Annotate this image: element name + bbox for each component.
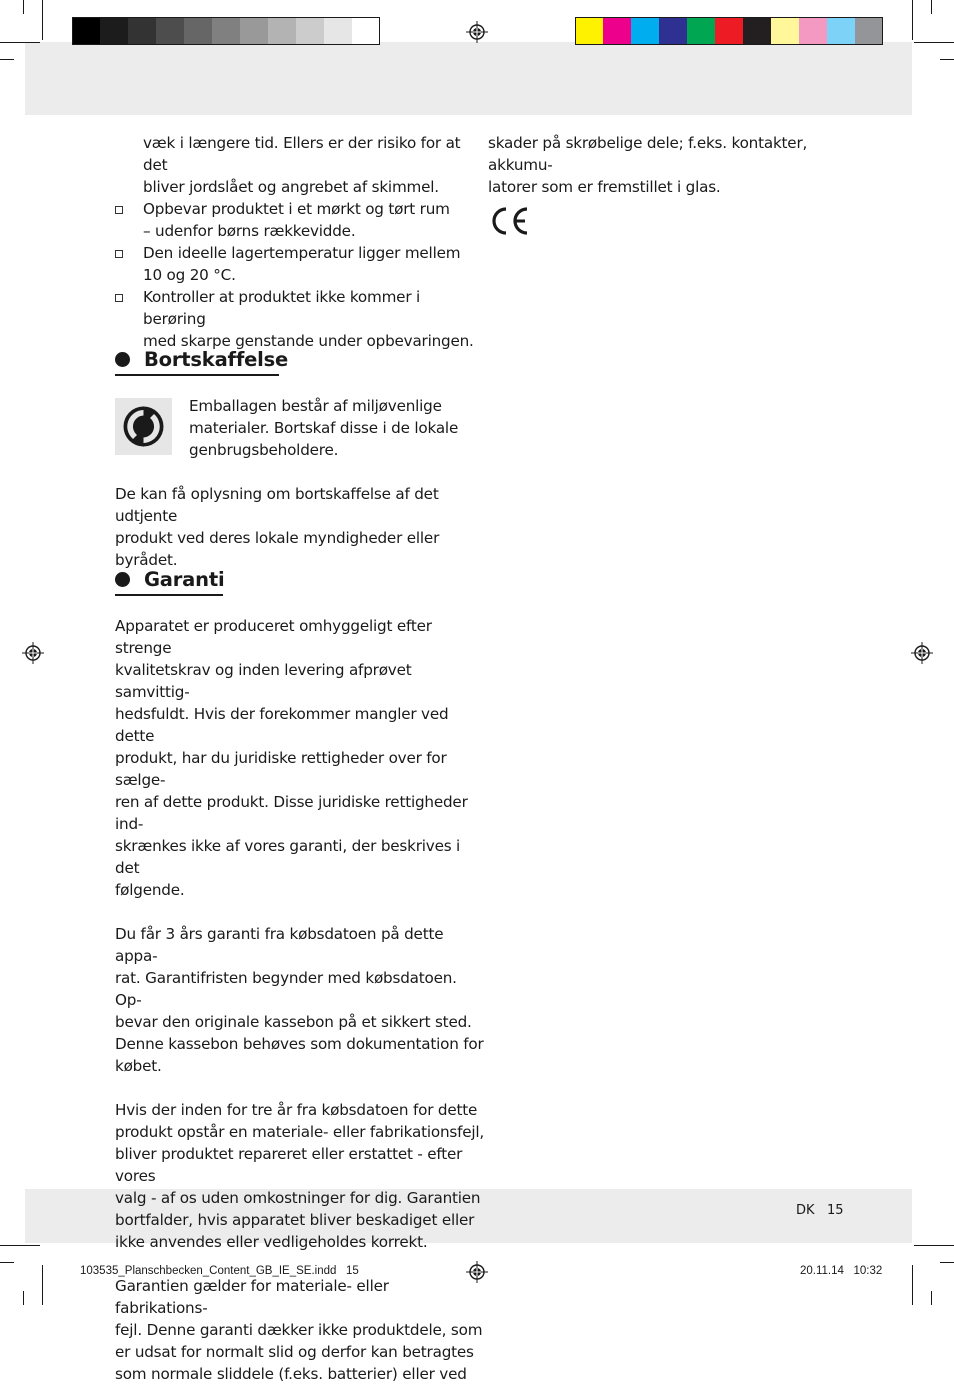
text-line: Garantien gælder for materiale- eller fabrikations-	[115, 1277, 389, 1317]
bullet-square-icon	[115, 294, 123, 302]
disposal-icon-text	[189, 395, 479, 461]
text-line: ren af dette produkt. Disse juridiske rettigheder ind-	[115, 793, 468, 833]
text-line: købet.	[115, 1057, 162, 1075]
text-line: væk i længere tid. Ellers er der risiko for at det	[143, 134, 461, 174]
registration-mark-icon	[911, 642, 933, 664]
disposal-paragraph	[115, 483, 485, 571]
text-line: produkt ved deres lokale myndigheder eller byrådet.	[115, 529, 440, 569]
text-line: som normale sliddele (f.eks. batterier) eller ved	[115, 1365, 467, 1383]
text-line: Denne kassebon behøves som dokumentation for	[115, 1035, 484, 1053]
heading-bullet-icon	[115, 572, 130, 587]
text-line: skrænkes ikke af vores garanti, der beskrives i det	[115, 837, 461, 877]
bullet-square-icon	[115, 250, 123, 258]
text-line: bliver jordslået og angrebet af skimmel.	[143, 178, 439, 196]
text-line: fejl. Denne garanti dækker ikke produktdele, som	[115, 1321, 483, 1339]
warranty-paragraph	[115, 923, 485, 1077]
green-dot-recycling-icon	[115, 398, 172, 455]
text-line: Apparatet er produceret omhyggeligt efter strenge	[115, 617, 432, 657]
list-item	[115, 242, 475, 286]
text-line: Kontroller at produktet ikke kommer i berøring	[143, 288, 421, 328]
slug-file-name: 103535_Planschbecken_Content_GB_IE_SE.indd 15	[80, 1265, 359, 1277]
text-line: bortfalder, hvis apparatet bliver beskadiget eller	[115, 1211, 475, 1229]
text-line: – udenfor børns rækkevidde.	[143, 222, 356, 240]
warranty-paragraph	[115, 615, 485, 901]
section-title: Bortskaffelse	[144, 348, 289, 371]
text-line: De kan få oplysning om bortskaffelse af det udtjente	[115, 485, 439, 525]
text-line: følgende.	[115, 881, 185, 899]
text-line: ikke anvendes eller vedligeholdes korrekt.	[115, 1233, 428, 1251]
text-line: bliver produktet repareret eller erstattet - efter vores	[115, 1145, 463, 1185]
text-line: materialer. Bortskaf disse i de lokale	[189, 419, 459, 437]
text-line: latorer som er fremstillet i glas.	[488, 178, 721, 196]
ce-mark-icon	[488, 205, 530, 237]
text-line: Opbevar produktet i et mørkt og tørt rum	[143, 200, 450, 218]
bullet-square-icon	[115, 206, 123, 214]
text-line: bevar den originale kassebon på et sikkert sted.	[115, 1013, 472, 1031]
heading-underline	[115, 594, 223, 596]
text-line: Du får 3 års garanti fra købsdatoen på dette appa-	[115, 925, 444, 965]
text-line: produkt, har du juridiske rettigheder over for sælge-	[115, 749, 447, 789]
color-bar-frame	[72, 17, 380, 45]
section-heading-warranty	[115, 567, 235, 597]
page-number: 15	[827, 1203, 844, 1218]
text-line: er udsat for normalt slid og derfor kan betragtes	[115, 1343, 474, 1361]
continuation-text	[115, 132, 475, 198]
right-column-text	[488, 132, 848, 198]
text-line: genbrugsbeholdere.	[189, 441, 339, 459]
section-heading-disposal	[115, 347, 295, 377]
registration-mark-icon	[22, 642, 44, 664]
text-line: kvalitetskrav og inden levering afprøvet samvittig-	[115, 661, 412, 701]
warranty-paragraph	[115, 1099, 485, 1253]
warranty-paragraph	[115, 1275, 485, 1385]
text-line: rat. Garantifristen begynder med købsdatoen. Op-	[115, 969, 457, 1009]
language-code: DK	[796, 1203, 815, 1218]
text-line: skader på skrøbelige dele; f.eks. kontakter, akkumu-	[488, 134, 808, 174]
list-item	[115, 198, 475, 242]
header-band	[25, 42, 912, 115]
storage-continuation	[115, 132, 475, 352]
heading-underline	[115, 374, 279, 376]
registration-mark-icon	[466, 21, 488, 43]
text-line: produkt opstår en materiale- eller fabrikationsfejl,	[115, 1123, 485, 1141]
list-item	[115, 286, 475, 352]
text-line: valg - af os uden omkostninger for dig. Garantien	[115, 1189, 481, 1207]
text-line: med skarpe genstande under opbevaringen.	[143, 332, 474, 350]
text-line: Den ideelle lagertemperatur ligger mellem	[143, 244, 461, 262]
text-line: hedsfuldt. Hvis der forekommer mangler ved dette	[115, 705, 449, 745]
slug-date-time: 20.11.14 10:32	[800, 1265, 883, 1277]
section-title: Garanti	[144, 568, 225, 591]
text-line: Emballagen består af miljøvenlige	[189, 397, 442, 415]
color-bar-frame	[575, 17, 883, 45]
text-line: 10 og 20 °C.	[143, 266, 236, 284]
text-line: Hvis der inden for tre år fra købsdatoen for dette	[115, 1101, 478, 1119]
heading-bullet-icon	[115, 352, 130, 367]
